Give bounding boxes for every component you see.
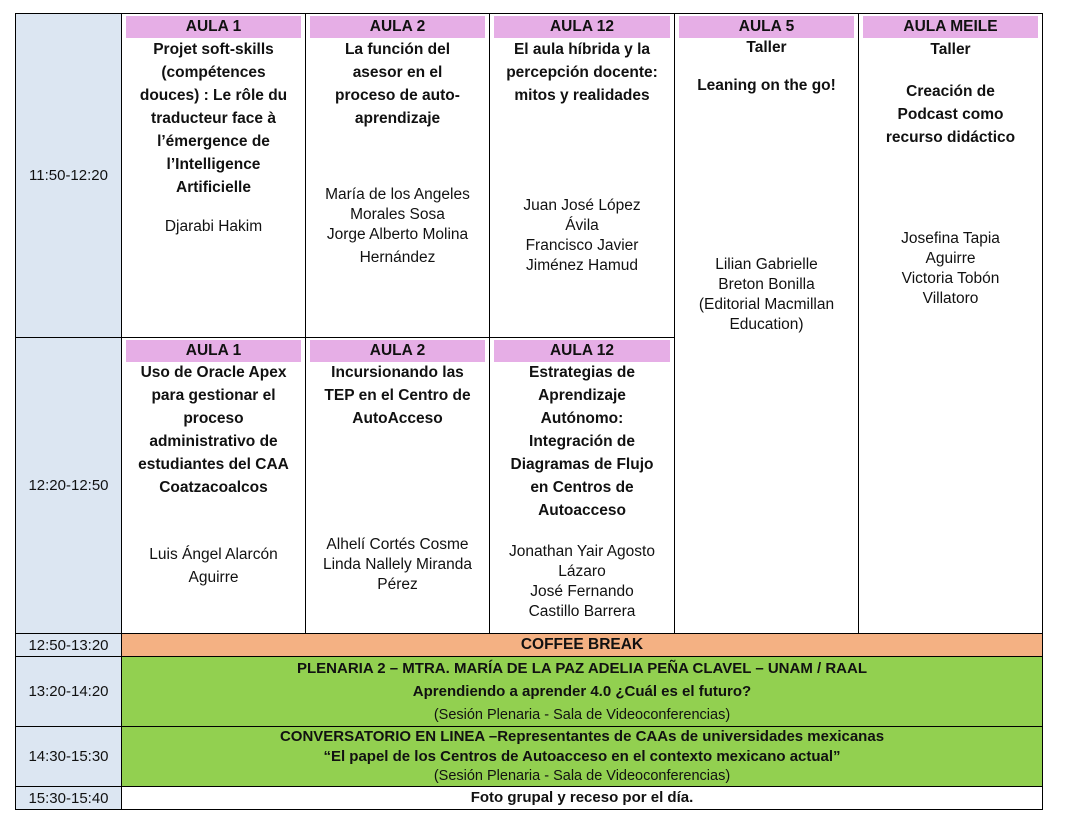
plenaria-title: Aprendiendo a aprender 4.0 ¿Cuál es el futuro?	[412, 683, 752, 700]
presenters: Alhelí Cortés Cosme Linda Nallely Miranda Pérez	[322, 536, 473, 593]
room-header: AULA MEILE	[863, 16, 1038, 38]
foto-label: Foto grupal y receso por el día.	[470, 789, 694, 806]
room-header: AULA 1	[126, 16, 301, 38]
session-title: Projet soft-skills (compétences douces) : Le rôle du traducteur face à l’émergence de l’Intelligence Artificielle	[139, 41, 288, 196]
presenters: Josefina Tapia Aguirre Victoria Tobón Villatoro	[901, 230, 1000, 307]
room-header: AULA 5	[679, 16, 854, 38]
time-cell	[15, 656, 122, 727]
time-label: 13:20-14:20	[28, 683, 109, 700]
session-title: Incursionando las TEP en el Centro de AutoAcceso	[324, 364, 471, 427]
plenaria-speaker: PLENARIA 2 – MTRA. MARÍA DE LA PAZ ADELIA PEÑA CLAVEL – UNAM / RAAL	[296, 660, 867, 677]
session-aula-5	[674, 13, 859, 634]
room-header: AULA 12	[494, 16, 670, 38]
conversatorio-row	[121, 726, 1043, 787]
session-title: Estrategias de Aprendizaje Autónomo: Integración de Diagramas de Flujo en Centros de Autoacceso	[510, 364, 654, 519]
session-aula-12-row2	[489, 337, 675, 634]
conversatorio-location: (Sesión Plenaria - Sala de Videoconferencias)	[433, 768, 731, 784]
session-title: El aula híbrida y la percepción docente: mitos y realidades	[506, 41, 658, 104]
time-label: 11:50-12:20	[29, 167, 108, 184]
presenters: Lilian Gabrielle Breton Bonilla (Editorial Macmillan Education)	[698, 256, 835, 333]
session-title: Taller Leaning on the go!	[697, 39, 836, 94]
presenters: María de los Angeles Morales Sosa Jorge Alberto Molina Hernández	[325, 186, 470, 266]
session-title: La función del asesor en el proceso de auto- aprendizaje	[335, 41, 460, 127]
presenters: Djarabi Hakim	[164, 218, 263, 235]
session-aula-1-row2	[121, 337, 306, 634]
time-label: 14:30-15:30	[28, 748, 109, 765]
presenters: Luis Ángel Alarcón Aguirre	[149, 546, 278, 586]
time-cell	[15, 726, 122, 787]
room-header: AULA 1	[126, 340, 301, 362]
session-title: Taller Creación de Podcast como recurso didáctico	[885, 41, 1016, 146]
time-label: 12:50-13:20	[28, 636, 109, 654]
coffee-break-label: COFFEE BREAK	[520, 636, 644, 653]
conversatorio-heading: CONVERSATORIO EN LINEA –Representantes de CAAs de universidades mexicanas	[279, 728, 885, 745]
presenters: Jonathan Yair Agosto Lázaro José Fernando Castillo Barrera	[509, 543, 655, 620]
plenaria-row	[121, 656, 1043, 727]
room-header: AULA 2	[310, 16, 485, 38]
session-aula-12-row1	[489, 13, 675, 338]
room-header: AULA 2	[310, 340, 485, 362]
coffee-break-row	[121, 633, 1043, 657]
time-cell	[15, 786, 122, 810]
session-aula-1-row1	[121, 13, 306, 338]
session-aula-meile	[858, 13, 1043, 634]
time-label: 12:20-12:50	[28, 477, 109, 494]
presenters: Juan José López Ávila Francisco Javier Jiménez Hamud	[523, 197, 641, 274]
foto-row	[121, 786, 1043, 810]
time-label: 15:30-15:40	[28, 789, 109, 807]
conversatorio-title: “El papel de los Centros de Autoacceso en el contexto mexicano actual”	[323, 748, 841, 765]
session-aula-2-row1	[305, 13, 490, 338]
session-aula-2-row2	[305, 337, 490, 634]
time-cell	[15, 13, 122, 338]
room-header: AULA 12	[494, 340, 670, 362]
plenaria-location: (Sesión Plenaria - Sala de Videoconferencias)	[433, 707, 731, 723]
time-cell	[15, 337, 122, 634]
session-title: Uso de Oracle Apex para gestionar el proceso administrativo de estudiantes del CAA Coatzacoalcos	[138, 364, 289, 496]
time-cell	[15, 633, 122, 657]
